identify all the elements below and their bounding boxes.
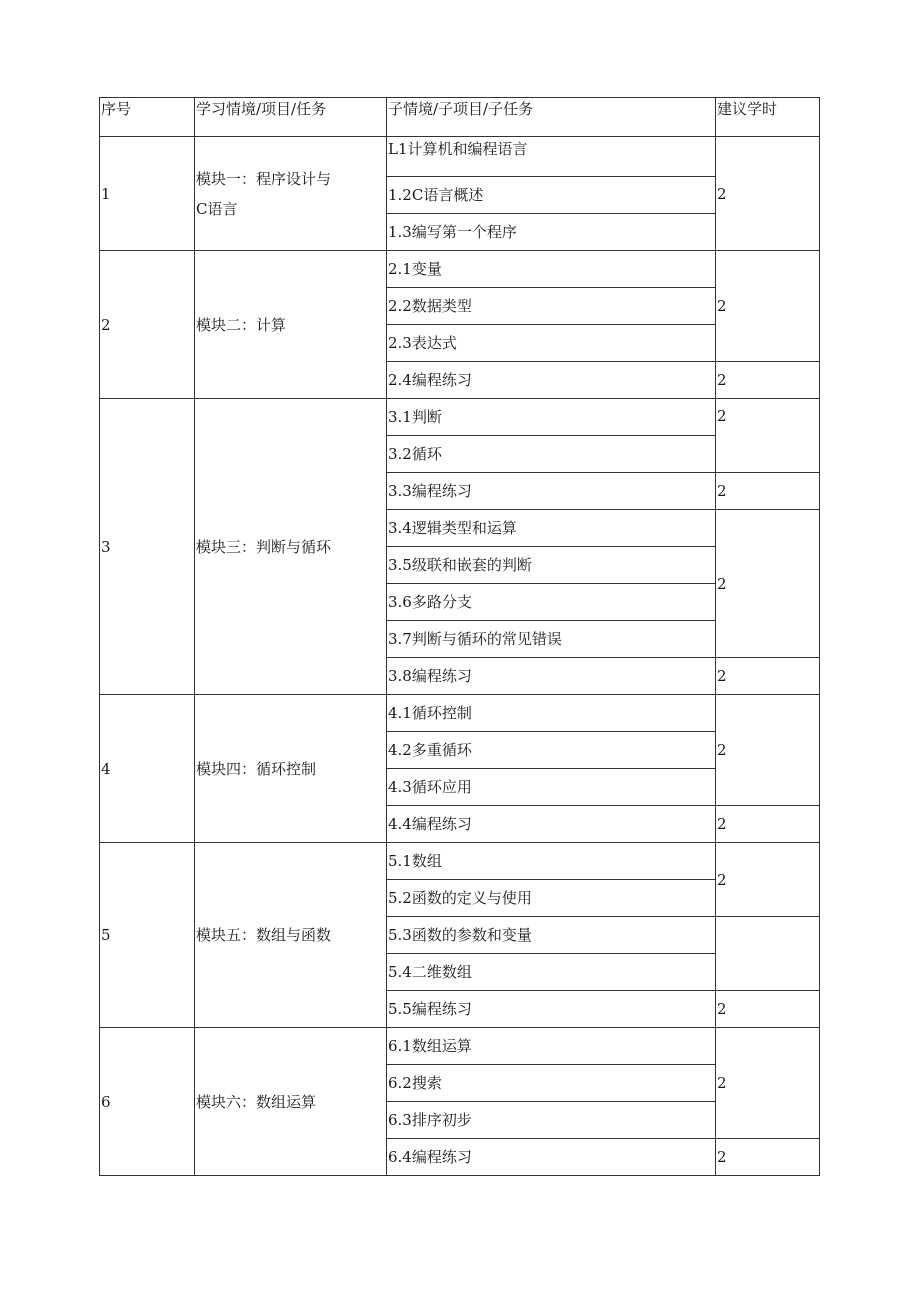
header-cell-number: 序号	[100, 98, 195, 137]
subtask-cell: 2.4编程练习	[387, 362, 716, 399]
hours-cell: 2	[716, 1028, 820, 1139]
hours-cell: 2	[716, 510, 820, 658]
module-number-cell: 3	[100, 399, 195, 695]
hours-cell: 2	[716, 399, 820, 473]
subtask-cell: 5.4二维数组	[387, 954, 716, 991]
subtask-cell: 6.1数组运算	[387, 1028, 716, 1065]
subtask-cell: 4.3循环应用	[387, 769, 716, 806]
module-name-cell: 模块三：判断与循环	[195, 399, 387, 695]
hours-cell: 2	[716, 1139, 820, 1176]
table-row	[100, 137, 820, 177]
subtask-cell: 2.2数据类型	[387, 288, 716, 325]
header-cell-hours: 建议学时	[716, 98, 820, 137]
table-row	[100, 399, 820, 436]
hours-cell: 2	[716, 362, 820, 399]
subtask-cell: 3.7判断与循环的常见错误	[387, 621, 716, 658]
subtask-cell: 6.4编程练习	[387, 1139, 716, 1176]
subtask-cell: 3.5级联和嵌套的判断	[387, 547, 716, 584]
subtask-cell: 3.6多路分支	[387, 584, 716, 621]
subtask-cell: 1.3编写第一个程序	[387, 214, 716, 251]
subtask-cell: 2.1变量	[387, 251, 716, 288]
module-name-line: C语言	[196, 199, 238, 218]
table-row	[100, 843, 820, 880]
subtask-cell: 3.8编程练习	[387, 658, 716, 695]
subtask-cell: 6.2搜索	[387, 1065, 716, 1102]
module-name-line: 模块一：程序设计与	[196, 169, 332, 188]
subtask-cell: 4.4编程练习	[387, 806, 716, 843]
hours-cell: 2	[716, 806, 820, 843]
table-header-row	[100, 98, 820, 137]
subtask-cell: 6.3排序初步	[387, 1102, 716, 1139]
subtask-cell: 5.1数组	[387, 843, 716, 880]
subtask-cell: 5.3函数的参数和变量	[387, 917, 716, 954]
module-number-cell: 1	[100, 137, 195, 251]
hours-cell: 2	[716, 843, 820, 917]
subtask-cell: 4.2多重循环	[387, 732, 716, 769]
module-name-cell: 模块六：数组运算	[195, 1028, 387, 1176]
hours-cell: 2	[716, 658, 820, 695]
subtask-cell: 4.1循环控制	[387, 695, 716, 732]
hours-cell: 2	[716, 695, 820, 806]
table-row	[100, 251, 820, 288]
subtask-cell: 3.1判断	[387, 399, 716, 436]
subtask-cell: 2.3表达式	[387, 325, 716, 362]
subtask-cell: L1计算机和编程语言	[387, 137, 716, 177]
table-row	[100, 695, 820, 732]
table-row	[100, 1028, 820, 1065]
module-name-cell: 模块二：计算	[195, 251, 387, 399]
subtask-cell: 3.4逻辑类型和运算	[387, 510, 716, 547]
module-name-cell	[195, 137, 387, 251]
course-schedule-table	[99, 97, 820, 1176]
module-number-cell: 6	[100, 1028, 195, 1176]
header-cell-module: 学习情境/项目/任务	[195, 98, 387, 137]
subtask-cell: 1.2C语言概述	[387, 177, 716, 214]
subtask-cell: 3.2循环	[387, 436, 716, 473]
hours-cell: 2	[716, 473, 820, 510]
module-number-cell: 2	[100, 251, 195, 399]
hours-cell: 2	[716, 991, 820, 1028]
hours-cell: 2	[716, 137, 820, 251]
header-cell-subtask: 子情境/子项目/子任务	[387, 98, 716, 137]
subtask-cell: 5.5编程练习	[387, 991, 716, 1028]
module-number-cell: 5	[100, 843, 195, 1028]
subtask-cell: 3.3编程练习	[387, 473, 716, 510]
subtask-cell: 5.2函数的定义与使用	[387, 880, 716, 917]
hours-cell-empty	[716, 917, 820, 991]
module-name-cell: 模块四：循环控制	[195, 695, 387, 843]
module-name-cell: 模块五：数组与函数	[195, 843, 387, 1028]
hours-cell: 2	[716, 251, 820, 362]
module-number-cell: 4	[100, 695, 195, 843]
